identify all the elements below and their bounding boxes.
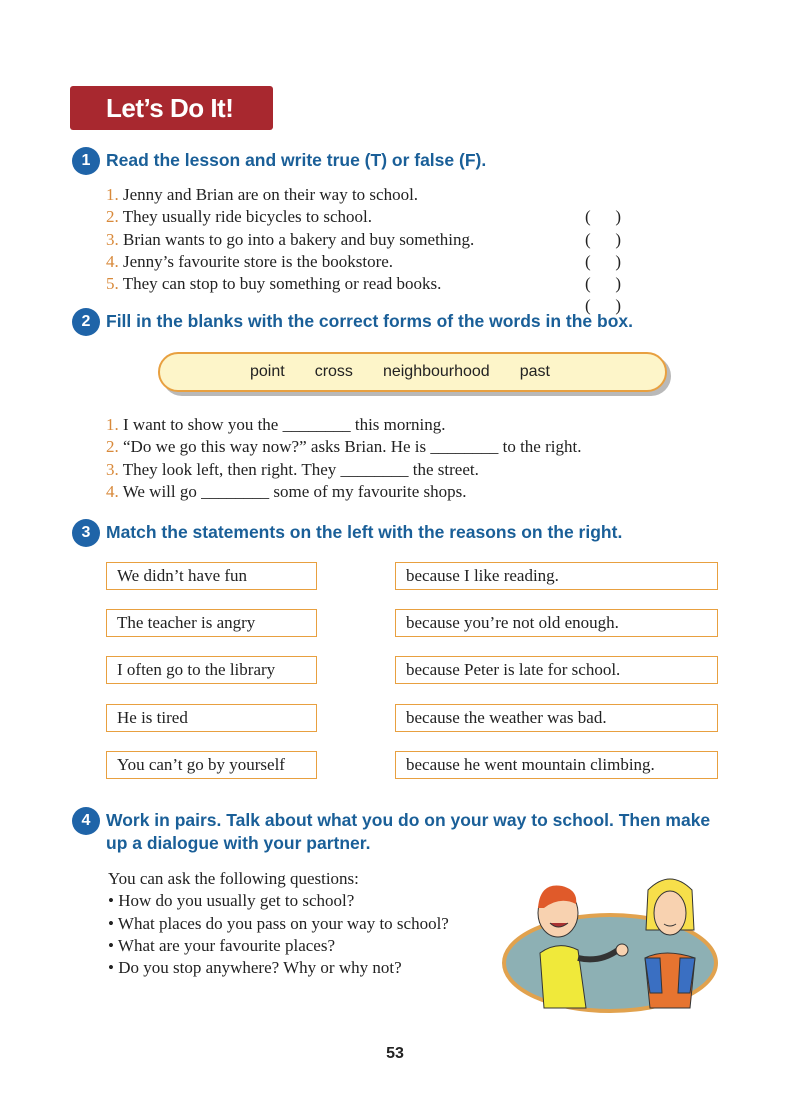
paren-open: ( — [585, 274, 591, 294]
statement-box[interactable]: You can’t go by yourself — [106, 751, 317, 779]
statement-box[interactable]: I often go to the library — [106, 656, 317, 684]
page-number: 53 — [386, 1045, 404, 1062]
word-box — [158, 352, 667, 392]
item-number: 2. — [106, 437, 119, 457]
reason-box[interactable]: because Peter is late for school. — [395, 656, 718, 684]
item-text: Brian wants to go into a bakery and buy something. — [123, 229, 475, 249]
paren-close: ) — [615, 296, 621, 316]
statement-box[interactable]: He is tired — [106, 704, 317, 732]
word-neighbourhood: neighbourhood — [382, 363, 490, 380]
section-4-heading — [72, 809, 722, 855]
item-number: 3. — [106, 459, 119, 479]
fill-blanks-list — [106, 414, 706, 503]
item-number: 2. — [106, 207, 119, 227]
question-list — [108, 868, 449, 979]
reason-box[interactable]: because the weather was bad. — [395, 704, 718, 732]
true-false-list — [106, 184, 666, 316]
section-number-badge: 4 — [72, 807, 100, 835]
list-item — [106, 481, 706, 503]
question-item: • What are your favourite places? — [108, 935, 336, 955]
list-item — [106, 414, 706, 436]
item-number: 5. — [106, 274, 119, 294]
page-title: Let’s Do It! — [70, 86, 273, 130]
list-item — [106, 436, 706, 458]
section-number-badge: 2 — [72, 308, 100, 336]
word-point: point — [250, 363, 285, 380]
item-number: 3. — [106, 229, 119, 249]
item-text: “Do we go this way now?” asks Brian. He is ________ to the right. — [123, 437, 582, 457]
heading-text: Read the lesson and write true (T) or false (F). — [106, 150, 487, 170]
paren-open: ( — [585, 296, 591, 316]
item-number: 4. — [106, 481, 119, 501]
list-item — [106, 459, 706, 481]
paren-open: ( — [585, 207, 591, 227]
item-text: Jenny’s favourite store is the bookstore. — [123, 251, 394, 271]
statement-box[interactable]: The teacher is angry — [106, 609, 317, 637]
item-number: 4. — [106, 251, 119, 271]
item-text: They can stop to buy something or read books. — [122, 274, 442, 294]
reason-box[interactable]: because you’re not old enough. — [395, 609, 718, 637]
section-number-badge: 3 — [72, 519, 100, 547]
question-item: • Do you stop anywhere? Why or why not? — [108, 958, 402, 978]
item-text: Jenny and Brian are on their way to school. — [123, 185, 419, 204]
item-text: We will go ________ some of my favourite shops. — [122, 481, 467, 501]
heading-text: Match the statements on the left with the reasons on the right. — [106, 522, 623, 542]
section-number-badge: 1 — [72, 147, 100, 175]
paren-open: ( — [585, 251, 591, 271]
question-item: • How do you usually get to school? — [108, 891, 355, 911]
section-1-heading — [72, 149, 732, 172]
item-text: They look left, then right. They ________ the street. — [122, 459, 479, 479]
question-item: • What places do you pass on your way to school? — [108, 913, 449, 933]
heading-text: Work in pairs. Talk about what you do on your way to school. Then make up a dialogue with your partner. — [106, 810, 711, 853]
paren-open: ( — [585, 229, 591, 249]
paren-close: ) — [615, 229, 621, 249]
word-cross: cross — [314, 363, 353, 380]
reason-box[interactable]: because he went mountain climbing. — [395, 751, 718, 779]
item-number: 1. — [106, 185, 119, 204]
paren-close: ) — [615, 274, 621, 294]
section-3-heading — [72, 521, 732, 544]
item-number: 1. — [106, 415, 119, 434]
word-past: past — [519, 363, 550, 380]
paren-close: ) — [615, 251, 621, 271]
item-text: They usually ride bicycles to school. — [122, 207, 372, 227]
paren-close: ) — [615, 207, 621, 227]
reason-box[interactable]: because I like reading. — [395, 562, 718, 590]
children-talking-illustration — [500, 868, 725, 1018]
section-2-heading — [72, 310, 732, 333]
statement-box[interactable]: We didn’t have fun — [106, 562, 317, 590]
question-intro: You can ask the following questions: — [108, 869, 359, 888]
heading-text: Fill in the blanks with the correct forms of the words in the box. — [106, 311, 633, 331]
item-text: I want to show you the ________ this morning. — [123, 415, 446, 434]
list-item — [106, 273, 666, 316]
